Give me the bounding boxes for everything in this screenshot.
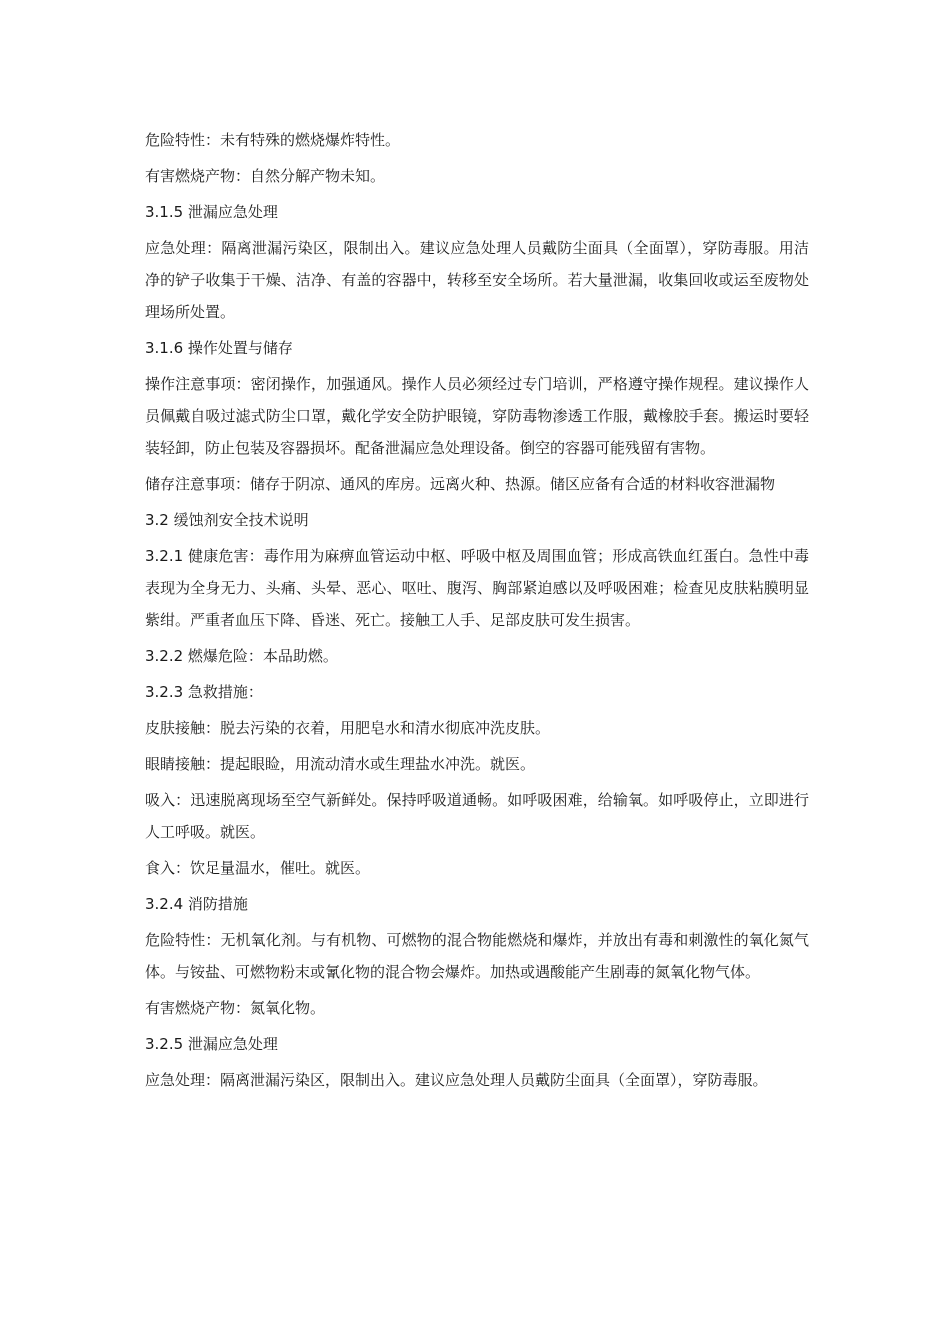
paragraph-inhalation: 吸入：迅速脱离现场至空气新鲜处。保持呼吸道通畅。如呼吸困难，给输氧。如呼吸停止，立即进行人工呼吸。就医。 xyxy=(145,791,809,841)
document-body xyxy=(145,124,809,1096)
section-heading-3-2-3: 3.2.3 急救措施： xyxy=(145,683,263,701)
paragraph-health-hazard: 3.2.1 健康危害：毒作用为麻痹血管运动中枢、呼吸中枢及周围血管；形成高铁血红蛋白。急性中毒表现为全身无力、头痛、头晕、恶心、呕吐、腹泻、胸部紧迫感以及呼吸困难；检查见皮肤粘膜明显紫绀。严重者血压下降、昏迷、死亡。接触工人手、足部皮肤可发生损害。 xyxy=(145,547,809,629)
paragraph-explosion-hazard: 3.2.2 燃爆危险：本品助燃。 xyxy=(145,647,338,665)
paragraph-leak-emergency: 应急处理：隔离泄漏污染区，限制出入。建议应急处理人员戴防尘面具（全面罩），穿防毒服。用洁净的铲子收集于干燥、洁净、有盖的容器中，转移至安全场所。若大量泄漏，收集回收或运至废物处理场所处置。 xyxy=(145,239,809,321)
paragraph-operation-notes: 操作注意事项：密闭操作，加强通风。操作人员必须经过专门培训，严格遵守操作规程。建议操作人员佩戴自吸过滤式防尘口罩，戴化学安全防护眼镜，穿防毒物渗透工作服，戴橡胶手套。搬运时要轻装轻卸，防止包装及容器损坏。配备泄漏应急处理设备。倒空的容器可能残留有害物。 xyxy=(145,375,809,457)
section-heading-3-1-6: 3.1.6 操作处置与储存 xyxy=(145,339,293,357)
section-heading-3-2: 3.2 缓蚀剂安全技术说明 xyxy=(145,511,309,529)
section-heading-3-2-4: 3.2.4 消防措施 xyxy=(145,895,248,913)
paragraph-fire-hazard-property: 危险特性：无机氧化剂。与有机物、可燃物的混合物能燃烧和爆炸，并放出有毒和刺激性的氧化氮气体。与铵盐、可燃物粉末或氰化物的混合物会爆炸。加热或遇酸能产生剧毒的氮氧化物气体。 xyxy=(145,931,809,981)
paragraph-hazard-property: 危险特性：未有特殊的燃烧爆炸特性。 xyxy=(145,131,401,149)
section-heading-3-2-5: 3.2.5 泄漏应急处理 xyxy=(145,1035,278,1053)
paragraph-eye-contact: 眼睛接触：提起眼睑，用流动清水或生理盐水冲洗。就医。 xyxy=(145,755,536,773)
paragraph-harmful-combustion-products: 有害燃烧产物：氮氧化物。 xyxy=(145,999,326,1017)
paragraph-ingestion: 食入：饮足量温水，催吐。就医。 xyxy=(145,859,371,877)
paragraph-leak-emergency-2: 应急处理：隔离泄漏污染区，限制出入。建议应急处理人员戴防尘面具（全面罩），穿防毒服。 xyxy=(145,1071,768,1089)
paragraph-skin-contact: 皮肤接触：脱去污染的衣着，用肥皂水和清水彻底冲洗皮肤。 xyxy=(145,719,551,737)
section-heading-3-1-5: 3.1.5 泄漏应急处理 xyxy=(145,203,278,221)
paragraph-combustion-products: 有害燃烧产物：自然分解产物未知。 xyxy=(145,167,386,185)
paragraph-storage-notes: 储存注意事项：储存于阴凉、通风的库房。远离火种、热源。储区应备有合适的材料收容泄漏物 xyxy=(145,475,776,493)
